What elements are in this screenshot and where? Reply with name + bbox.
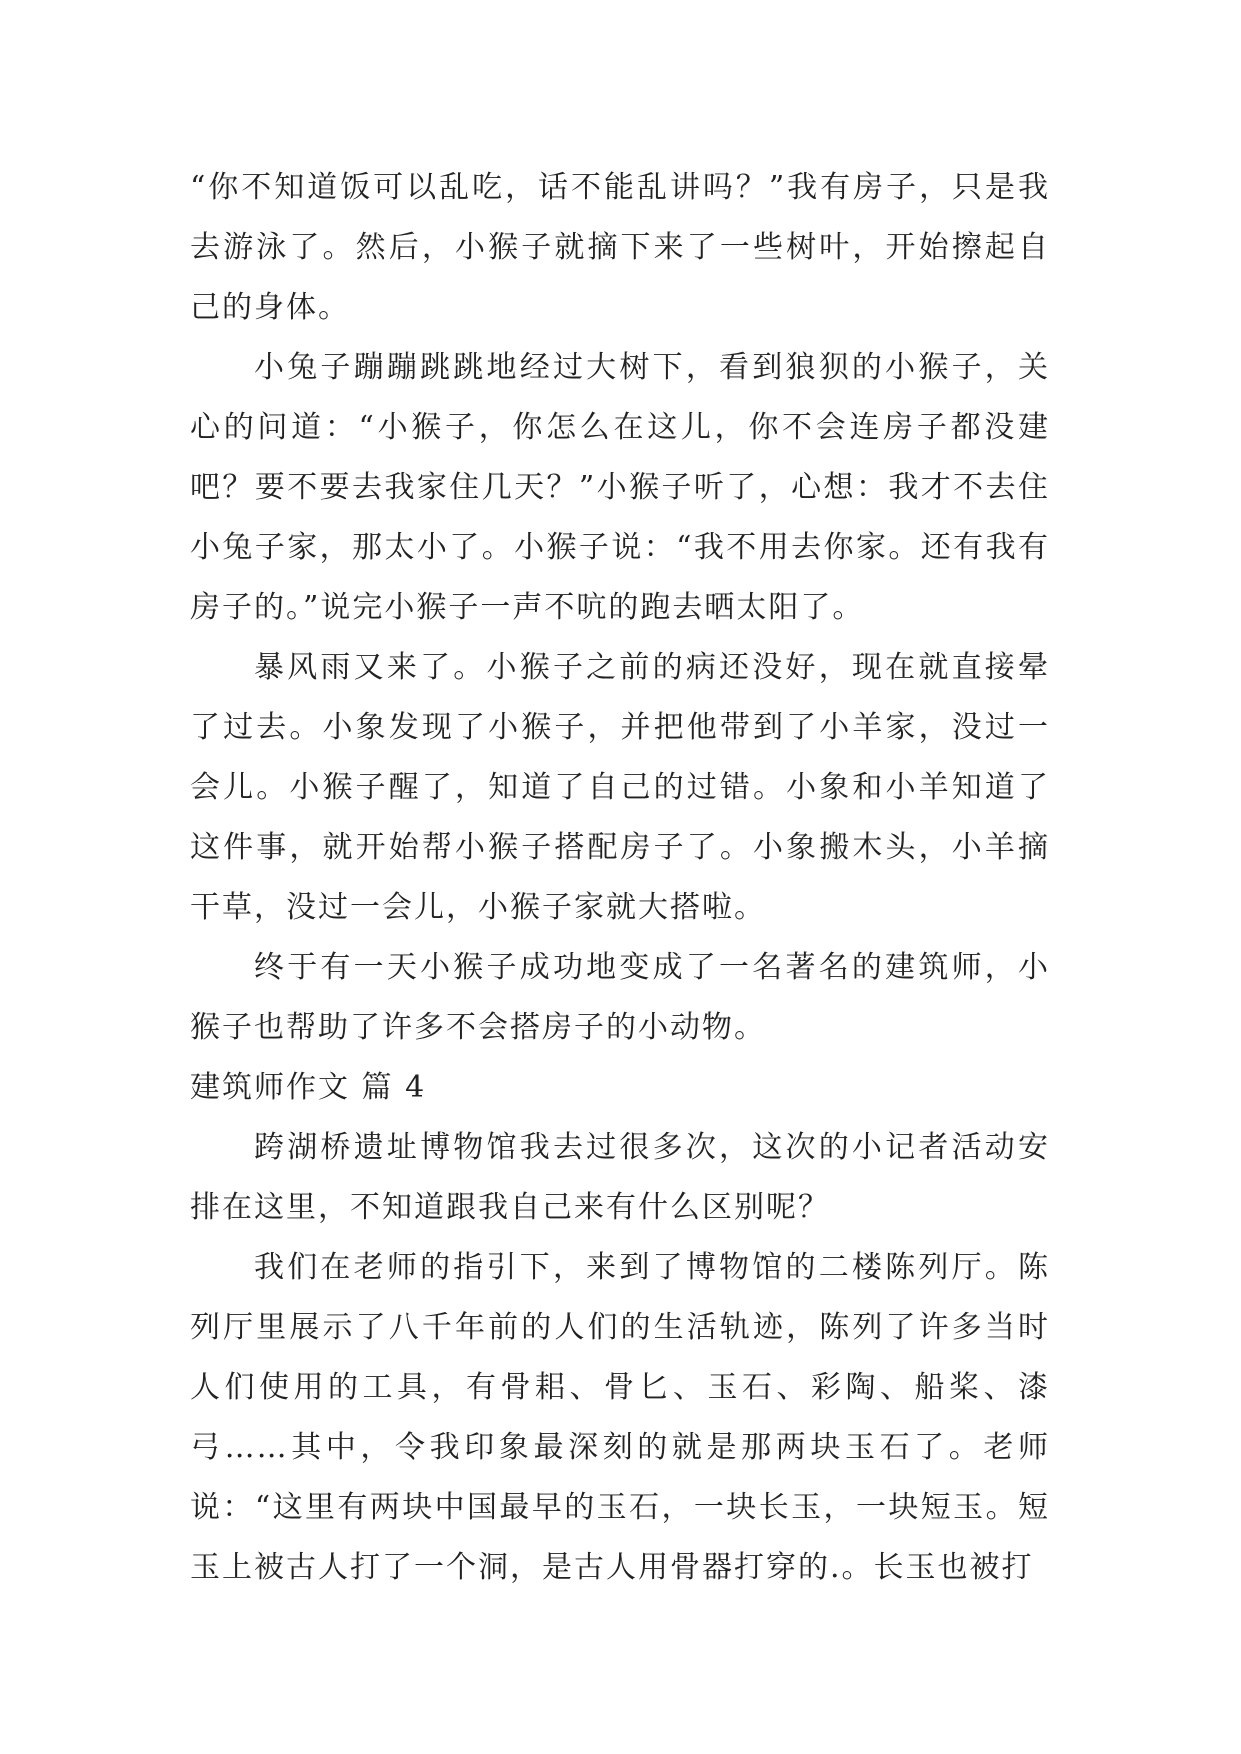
paragraph-4: 终于有一天小猴子成功地变成了一名著名的建筑师，小猴子也帮助了许多不会搭房子的小动物。 — [190, 950, 1050, 1045]
section-title: 建筑师作文 篇 4 — [190, 1070, 427, 1105]
paragraph-3: 暴风雨又来了。小猴子之前的病还没好，现在就直接晕了过去。小象发现了小猴子，并把他带到了小羊家，没过一会儿。小猴子醒了，知道了自己的过错。小象和小羊知道了这件事，就开始帮小猴子搭配房子了。小象搬木头，小羊摘干草，没过一会儿，小猴子家就大搭啦。 — [190, 650, 1050, 925]
paragraph-6: 我们在老师的指引下，来到了博物馆的二楼陈列厅。陈列厅里展示了八千年前的人们的生活轨迹，陈列了许多当时人们使用的工具，有骨耜、骨匕、玉石、彩陶、船桨、漆弓……其中，令我印象最深刻的就是那两块玉石了。老师说：“这里有两块中国最早的玉石，一块长玉，一块短玉。短玉上被古人打了一个洞，是古人用骨器打穿的.。长玉也被打 — [190, 1250, 1050, 1585]
document-page — [190, 158, 1050, 1598]
paragraph-2: 小兔子蹦蹦跳跳地经过大树下，看到狼狈的小猴子，关心的问道：“小猴子，你怎么在这儿，你不会连房子都没建吧？要不要去我家住几天？”小猴子听了，心想：我才不去住小兔子家，那太小了。小猴子说：“我不用去你家。还有我有房子的。”说完小猴子一声不吭的跑去晒太阳了。 — [190, 350, 1050, 625]
paragraph-5: 跨湖桥遗址博物馆我去过很多次，这次的小记者活动安排在这里，不知道跟我自己来有什么区别呢？ — [190, 1130, 1050, 1225]
paragraph-1: “你不知道饭可以乱吃，话不能乱讲吗？”我有房子，只是我去游泳了。然后，小猴子就摘下来了一些树叶，开始擦起自己的身体。 — [190, 170, 1050, 325]
